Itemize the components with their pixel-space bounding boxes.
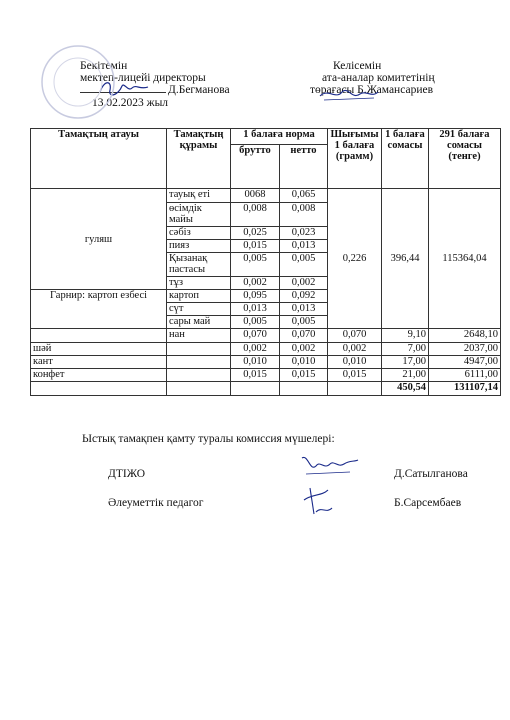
agree-label: Келісемін: [333, 60, 382, 72]
header-price-total: 291 балаға сомасы (тенге): [429, 129, 501, 189]
dish-name: шәй: [31, 343, 167, 356]
brutto-value: 0,070: [231, 329, 280, 343]
member1-signature: [298, 452, 360, 480]
ingredient: тұз: [167, 277, 231, 290]
netto-value: 0,002: [280, 343, 328, 356]
ingredient: сәбіз: [167, 227, 231, 240]
ingredient: сүт: [167, 303, 231, 316]
price-one-value: 21,00: [382, 369, 429, 382]
header-name: Тамақтың атауы: [31, 129, 167, 189]
approve-date: 13.02.2023 жыл: [92, 97, 169, 109]
netto-value: 0,005: [280, 253, 328, 277]
empty-cell: [167, 369, 231, 382]
ingredient: өсімдік майы: [167, 203, 231, 227]
netto-value: 0,065: [280, 189, 328, 203]
school-stamp: [38, 42, 118, 122]
menu-table: [30, 128, 501, 396]
ingredient: пияз: [167, 240, 231, 253]
brutto-value: 0,015: [231, 369, 280, 382]
member2-signature: [300, 484, 336, 520]
empty-cell: [280, 382, 328, 396]
price-total-value: 2648,10: [429, 329, 501, 343]
output-value: 0,070: [328, 329, 382, 343]
empty-cell: [231, 382, 280, 396]
header-composition: Тамақтың құрамы: [167, 129, 231, 189]
brutto-value: 0068: [231, 189, 280, 203]
empty-cell: [167, 343, 231, 356]
ingredient: нан: [167, 329, 231, 343]
netto-value: 0,010: [280, 356, 328, 369]
goulash-output: 0,226: [328, 189, 382, 329]
member2-role: Әлеуметтік педагог: [108, 497, 204, 509]
brutto-value: 0,002: [231, 343, 280, 356]
netto-value: 0,015: [280, 369, 328, 382]
total-price-total: 131107,14: [429, 382, 501, 396]
price-one-value: 9,10: [382, 329, 429, 343]
dish-name-garnish: Гарнир: картоп езбесі: [31, 290, 167, 329]
ingredient: сары май: [167, 316, 231, 329]
price-total-value: 6111,00: [429, 369, 501, 382]
brutto-value: 0,010: [231, 356, 280, 369]
member1-role: ДТІЖО: [108, 468, 146, 480]
price-total-value: 4947,00: [429, 356, 501, 369]
output-value: 0,010: [328, 356, 382, 369]
price-total-value: 2037,00: [429, 343, 501, 356]
empty-cell: [31, 382, 167, 396]
brutto-value: 0,008: [231, 203, 280, 227]
goulash-price-total: 115364,04: [429, 189, 501, 329]
price-one-value: 7,00: [382, 343, 429, 356]
empty-cell: [167, 382, 231, 396]
director-title: мектеп-лицейі директоры: [80, 72, 206, 84]
brutto-value: 0,005: [231, 316, 280, 329]
brutto-value: 0,002: [231, 277, 280, 290]
netto-value: 0,092: [280, 290, 328, 303]
netto-value: 0,002: [280, 277, 328, 290]
header-brutto: брутто: [231, 145, 280, 189]
brutto-value: 0,095: [231, 290, 280, 303]
brutto-value: 0,005: [231, 253, 280, 277]
committee-title: ата-аналар комитетінің: [322, 72, 435, 84]
netto-value: 0,008: [280, 203, 328, 227]
netto-value: 0,070: [280, 329, 328, 343]
dish-name: конфет: [31, 369, 167, 382]
output-value: 0,015: [328, 369, 382, 382]
member2-name: Б.Сарсембаев: [394, 497, 462, 509]
commission-heading: Ыстық тамақпен қамту туралы комиссия мүшелері:: [82, 433, 335, 445]
netto-value: 0,013: [280, 240, 328, 253]
member1-name: Д.Сатылганова: [394, 468, 468, 480]
director-name: Д.Бегманова: [168, 84, 230, 96]
header-norm: 1 балаға норма: [231, 129, 328, 145]
ingredient: Қызанақ пастасы: [167, 253, 231, 277]
brutto-value: 0,025: [231, 227, 280, 240]
empty-cell: [31, 329, 167, 343]
ingredient: картоп: [167, 290, 231, 303]
chair-signature: [318, 86, 380, 104]
netto-value: 0,005: [280, 316, 328, 329]
header-netto: нетто: [280, 145, 328, 189]
total-price-one: 450,54: [382, 382, 429, 396]
brutto-value: 0,015: [231, 240, 280, 253]
dish-name: кант: [31, 356, 167, 369]
empty-cell: [328, 382, 382, 396]
committee-chair: төрағасы Б.Жамансариев: [310, 84, 434, 96]
brutto-value: 0,013: [231, 303, 280, 316]
ingredient: тауық еті: [167, 189, 231, 203]
output-value: 0,002: [328, 343, 382, 356]
dish-name-goulash: гуляш: [31, 189, 167, 290]
header-price-one: 1 балаға сомасы: [382, 129, 429, 189]
empty-cell: [167, 356, 231, 369]
netto-value: 0,013: [280, 303, 328, 316]
netto-value: 0,023: [280, 227, 328, 240]
approve-label: Бекітемін: [80, 60, 128, 72]
price-one-value: 17,00: [382, 356, 429, 369]
goulash-price-one: 396,44: [382, 189, 429, 329]
header-output: Шығымы 1 балаға (грамм): [328, 129, 382, 189]
